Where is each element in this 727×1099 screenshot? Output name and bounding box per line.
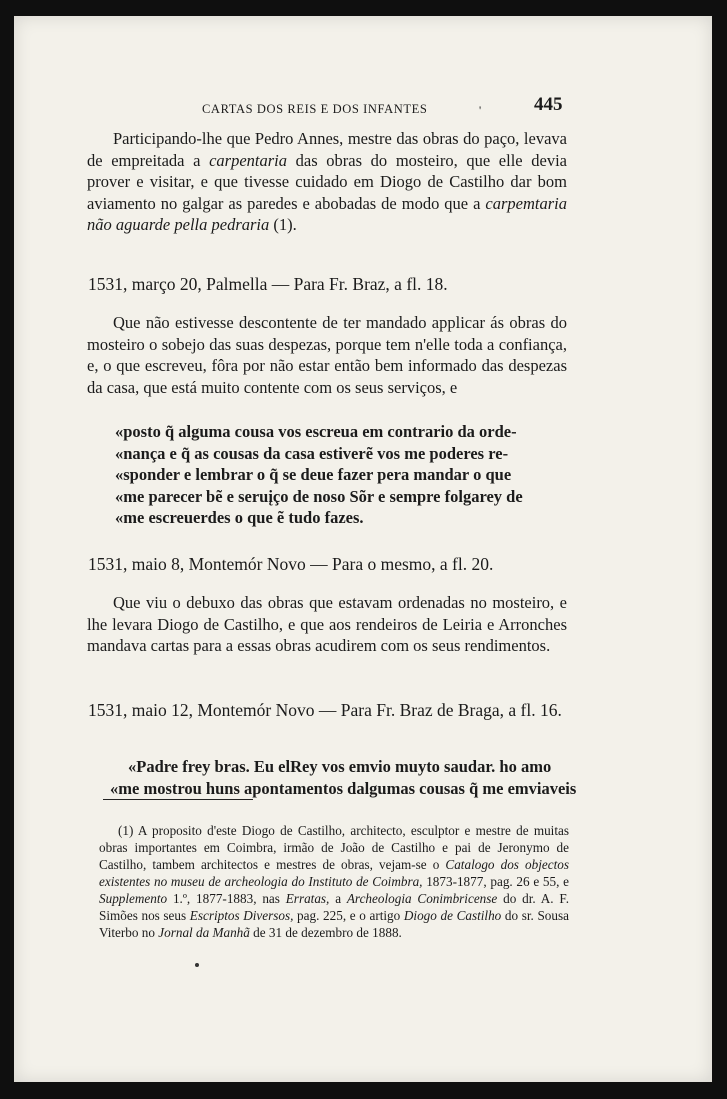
- ink-speck: [195, 963, 199, 967]
- paragraph: Que viu o debuxo das obras que estavam ordenadas no mosteiro, e lhe levara Diogo de Castilho, e que aos rendeiros de Leiria e Arronches mandava cartas para a essas obras acudirem com os seus rendimentos.: [87, 593, 567, 655]
- quote-line: «me escreuerdes o que ẽ tudo fazes.: [115, 508, 364, 527]
- quote-block-2: [110, 756, 577, 799]
- quote-line: «sponder e lembrar o q̃ se deue fazer pera mandar o que: [115, 465, 512, 484]
- running-head: CARTAS DOS REIS E DOS INFANTES: [202, 102, 428, 116]
- entry-heading-2: 1531, maio 8, Montemór Novo — Para o mesmo, a fl. 20.: [88, 554, 494, 574]
- quote-line: «posto q̃ alguma cousa vos escreua em contrario da orde-: [115, 422, 517, 441]
- tick-mark: ': [479, 103, 482, 117]
- footnotes: [99, 822, 569, 941]
- page-number: 445: [534, 94, 563, 115]
- entry-heading-1: 1531, março 20, Palmella — Para Fr. Braz, a fl. 18.: [88, 274, 448, 294]
- footnote-1: (1) A proposito d'este Diogo de Castilho, architecto, esculptor e mestre de muitas obras importantes em Coimbra, irmão de João de Castilho e pai de Jeronymo de Castilho, tambem architectos e mestres de obras, vejam-se o Catalogo dos objectos existentes no museu de archeologia do Instituto de Coimbra, 1873-1877, pag. 26 e 55, e Supplemento 1.º, 1877-1883, nas Erratas, a Archeologia Conimbricense do dr. A. F. Simões nos seus Escriptos Diversos, pag. 225, e o artigo Diogo de Castilho do sr. Sousa Viterbo no Jornal da Manhã de 31 de dezembro de 1888.: [99, 823, 570, 940]
- entry-heading-3: 1531, maio 12, Montemór Novo — Para Fr. Braz de Braga, a fl. 16.: [88, 700, 562, 720]
- paragraph: Participando-lhe que Pedro Annes, mestre das obras do paço, levava de empreitada a carpentaria das obras do mosteiro, que elle devia prover e visitar, e que tivesse cuidado em Diogo de Castilho dar bom aviamento no galgar as paredes e abobadas de modo que a carpemtaria não aguarde pella pedraria (1).: [87, 129, 567, 234]
- quote-line: «me mostrou huns apontamentos dalgumas cousas q̃ me emviaveis: [110, 778, 577, 798]
- paragraph: Que não estivesse descontente de ter mandado applicar ás obras do mosteiro o sobejo das suas despezas, porque tem n'elle toda a confiança, e, o que escreveu, fôra por não estar então bem informado das despezas da casa, que está muito contente com os seus serviços, e: [87, 313, 567, 397]
- quote-line: «Padre frey bras. Eu elRey vos emvio muyto saudar. ho amo: [128, 757, 552, 776]
- entry-summary-2: [87, 592, 567, 657]
- page-header: [14, 94, 712, 118]
- entry-summary-1: [87, 312, 567, 398]
- paragraph-intro: [87, 128, 567, 236]
- footnote-divider: [103, 799, 253, 800]
- quote-line: «me parecer bẽ e seruįço de noso Sõr e sempre folgarey de: [115, 486, 523, 506]
- quote-line: «nança e q̃ as cousas da casa estiverẽ vos me poderes re-: [115, 443, 509, 463]
- document-page: [14, 16, 712, 1082]
- quote-block-1: [115, 421, 567, 529]
